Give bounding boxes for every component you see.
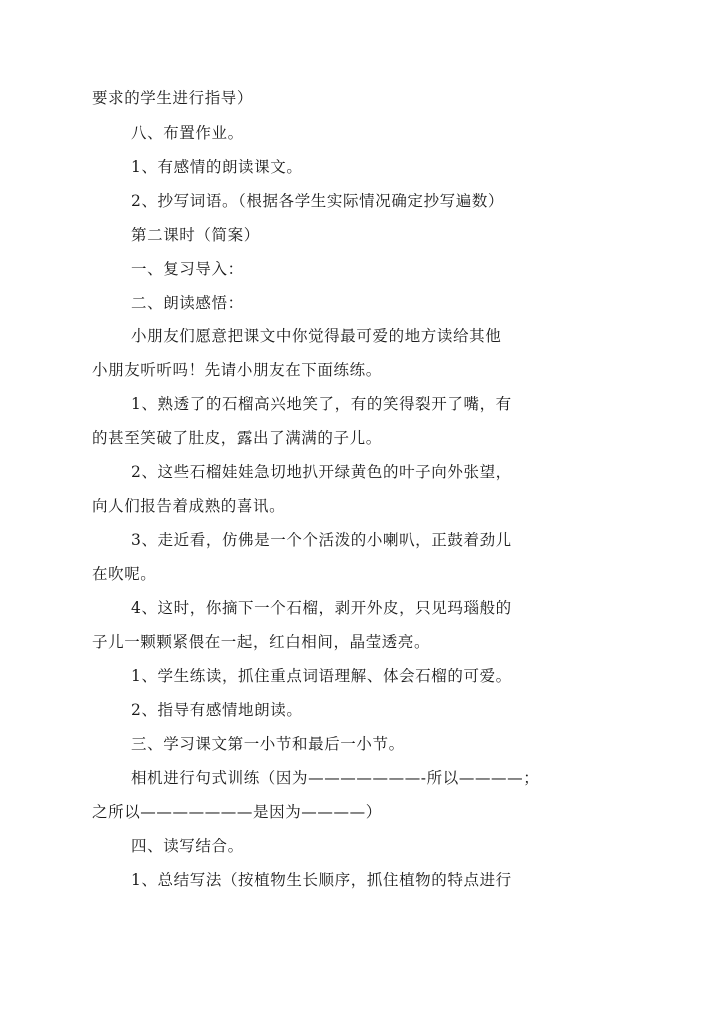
- text-line-22: 之所以———————是因为————）: [92, 803, 382, 821]
- text-line-17: 子儿一颗颗紧偎在一起，红白相间，晶莹透亮。: [92, 633, 431, 651]
- text-line-2: 八、布置作业。: [131, 124, 244, 142]
- text-line-5: 第二课时（简案）: [131, 226, 260, 244]
- text-line-8: 小朋友们愿意把课文中你觉得最可爱的地方读给其他: [131, 327, 502, 345]
- text-line-18: 1、学生练读，抓住重点词语理解、体会石榴的可爱。: [131, 667, 512, 685]
- text-line-3: 1、有感情的朗读课文。: [131, 158, 303, 176]
- text-line-12: 2、这些石榴娃娃急切地扒开绿黄色的叶子向外张望，: [131, 463, 512, 481]
- text-line-19: 2、指导有感情地朗读。: [131, 701, 303, 719]
- text-line-7: 二、朗读感悟：: [131, 294, 244, 312]
- text-line-24: 1、总结写法（按植物生长顺序，抓住植物的特点进行: [131, 871, 512, 889]
- text-line-9: 小朋友听听吗！先请小朋友在下面练练。: [92, 361, 382, 379]
- text-line-15: 在吹呢。: [92, 565, 157, 583]
- text-line-11: 的甚至笑破了肚皮，露出了满满的子儿。: [92, 429, 382, 447]
- text-line-6: 一、复习导入：: [131, 260, 244, 278]
- text-line-14: 3、走近看，仿佛是一个个活泼的小喇叭，正鼓着劲儿: [131, 531, 512, 549]
- text-line-21: 相机进行句式训练（因为———————-所以————；: [131, 769, 540, 787]
- text-line-4: 2、抄写词语。（根据各学生实际情况确定抄写遍数）: [131, 192, 505, 210]
- text-line-16: 4、这时，你摘下一个石榴，剥开外皮，只见玛瑙般的: [131, 599, 512, 617]
- text-line-23: 四、读写结合。: [131, 837, 244, 855]
- text-line-20: 三、学习课文第一小节和最后一小节。: [131, 735, 405, 753]
- text-line-1: 要求的学生进行指导）: [92, 89, 254, 107]
- text-line-13: 向人们报告着成熟的喜讯。: [92, 497, 286, 515]
- text-line-10: 1、熟透了的石榴高兴地笑了，有的笑得裂开了嘴，有: [131, 395, 512, 413]
